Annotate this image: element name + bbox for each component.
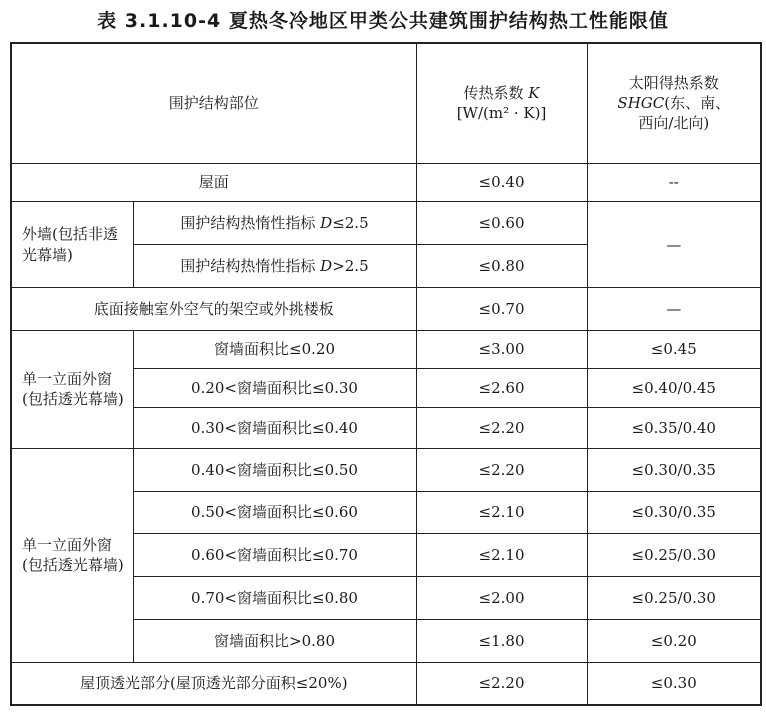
header-shgc bbox=[587, 43, 761, 163]
wall-sub2-symbol: D bbox=[320, 256, 333, 275]
wg2-item1-shgc: ≤0.30/0.35 bbox=[587, 448, 761, 491]
table-row bbox=[11, 330, 761, 369]
header-shgc-label: 太阳得热系数 bbox=[628, 73, 719, 92]
wg2-item5-k: ≤1.80 bbox=[416, 619, 587, 662]
skylight-shgc: ≤0.30 bbox=[587, 662, 761, 705]
wg1-item2-shgc: ≤0.40/0.45 bbox=[587, 369, 761, 408]
wall-sub2-post: >2.5 bbox=[332, 256, 369, 275]
roof-k: ≤0.40 bbox=[416, 163, 587, 202]
wg2-item3-label: 0.60<窗墙面积比≤0.70 bbox=[133, 534, 416, 577]
table-row bbox=[11, 163, 761, 202]
wg2-item2-label: 0.50<窗墙面积比≤0.60 bbox=[133, 491, 416, 534]
wall-sub2-k: ≤0.80 bbox=[416, 245, 587, 288]
wg1-item1-shgc: ≤0.45 bbox=[587, 330, 761, 369]
skylight-k: ≤2.20 bbox=[416, 662, 587, 705]
wg2-item3-k: ≤2.10 bbox=[416, 534, 587, 577]
window-group1-label: 单一立面外窗(包括透光幕墙) bbox=[11, 330, 133, 448]
wall-group-label: 外墙(包括非透光幕墙) bbox=[11, 202, 133, 288]
wg2-item1-label: 0.40<窗墙面积比≤0.50 bbox=[133, 448, 416, 491]
wg2-item5-label: 窗墙面积比>0.80 bbox=[133, 619, 416, 662]
table-row bbox=[11, 662, 761, 705]
wg2-item4-label: 0.70<窗墙面积比≤0.80 bbox=[133, 577, 416, 620]
window-group2-label: 单一立面外窗(包括透光幕墙) bbox=[11, 448, 133, 662]
header-k-symbol: K bbox=[528, 84, 540, 103]
skylight-label: 屋顶透光部分(屋顶透光部分面积≤20%) bbox=[11, 662, 416, 705]
header-row bbox=[11, 43, 761, 163]
header-shgc-orient-b: 西向/北向) bbox=[638, 114, 710, 133]
wall-sub1-post: ≤2.5 bbox=[332, 214, 369, 233]
wg2-item1-k: ≤2.20 bbox=[416, 448, 587, 491]
wg1-item2-k: ≤2.60 bbox=[416, 369, 587, 408]
header-shgc-symbol: SHGC bbox=[617, 94, 665, 113]
wall-sub1-k: ≤0.60 bbox=[416, 202, 587, 245]
table-row bbox=[11, 287, 761, 330]
wg1-item1-k: ≤3.00 bbox=[416, 330, 587, 369]
wall-sub1-symbol: D bbox=[320, 214, 333, 233]
wg2-item2-k: ≤2.10 bbox=[416, 491, 587, 534]
header-part: 围护结构部位 bbox=[11, 43, 416, 163]
wall-sub1-label bbox=[133, 202, 416, 245]
header-shgc-orient-a: (东、南、 bbox=[664, 94, 731, 113]
wg2-item4-shgc: ≤0.25/0.30 bbox=[587, 577, 761, 620]
wg2-item2-shgc: ≤0.30/0.35 bbox=[587, 491, 761, 534]
wg2-item4-k: ≤2.00 bbox=[416, 577, 587, 620]
wg1-item1-label: 窗墙面积比≤0.20 bbox=[133, 330, 416, 369]
wg1-item3-label: 0.30<窗墙面积比≤0.40 bbox=[133, 408, 416, 449]
roof-shgc: -- bbox=[587, 163, 761, 202]
floor-k: ≤0.70 bbox=[416, 287, 587, 330]
wall-sub2-label bbox=[133, 245, 416, 288]
table-row bbox=[11, 202, 761, 245]
thermal-performance-table bbox=[10, 42, 762, 706]
floor-shgc: — bbox=[587, 287, 761, 330]
header-k-unit: [W/(m² · K)] bbox=[456, 104, 547, 123]
wall-sub1-pre: 围护结构热惰性指标 bbox=[180, 214, 321, 233]
wall-shgc: — bbox=[587, 202, 761, 288]
wg1-item2-label: 0.20<窗墙面积比≤0.30 bbox=[133, 369, 416, 408]
wg1-item3-shgc: ≤0.35/0.40 bbox=[587, 408, 761, 449]
table-title: 表 3.1.10-4 夏热冬冷地区甲类公共建筑围护结构热工性能限值 bbox=[97, 10, 669, 32]
header-k-label: 传热系数 bbox=[463, 84, 529, 103]
wg2-item5-shgc: ≤0.20 bbox=[587, 619, 761, 662]
table-row bbox=[11, 448, 761, 491]
floor-label: 底面接触室外空气的架空或外挑楼板 bbox=[11, 287, 416, 330]
wg1-item3-k: ≤2.20 bbox=[416, 408, 587, 449]
header-k bbox=[416, 43, 587, 163]
wg2-item3-shgc: ≤0.25/0.30 bbox=[587, 534, 761, 577]
wall-sub2-pre: 围护结构热惰性指标 bbox=[180, 256, 321, 275]
roof-label: 屋面 bbox=[11, 163, 416, 202]
